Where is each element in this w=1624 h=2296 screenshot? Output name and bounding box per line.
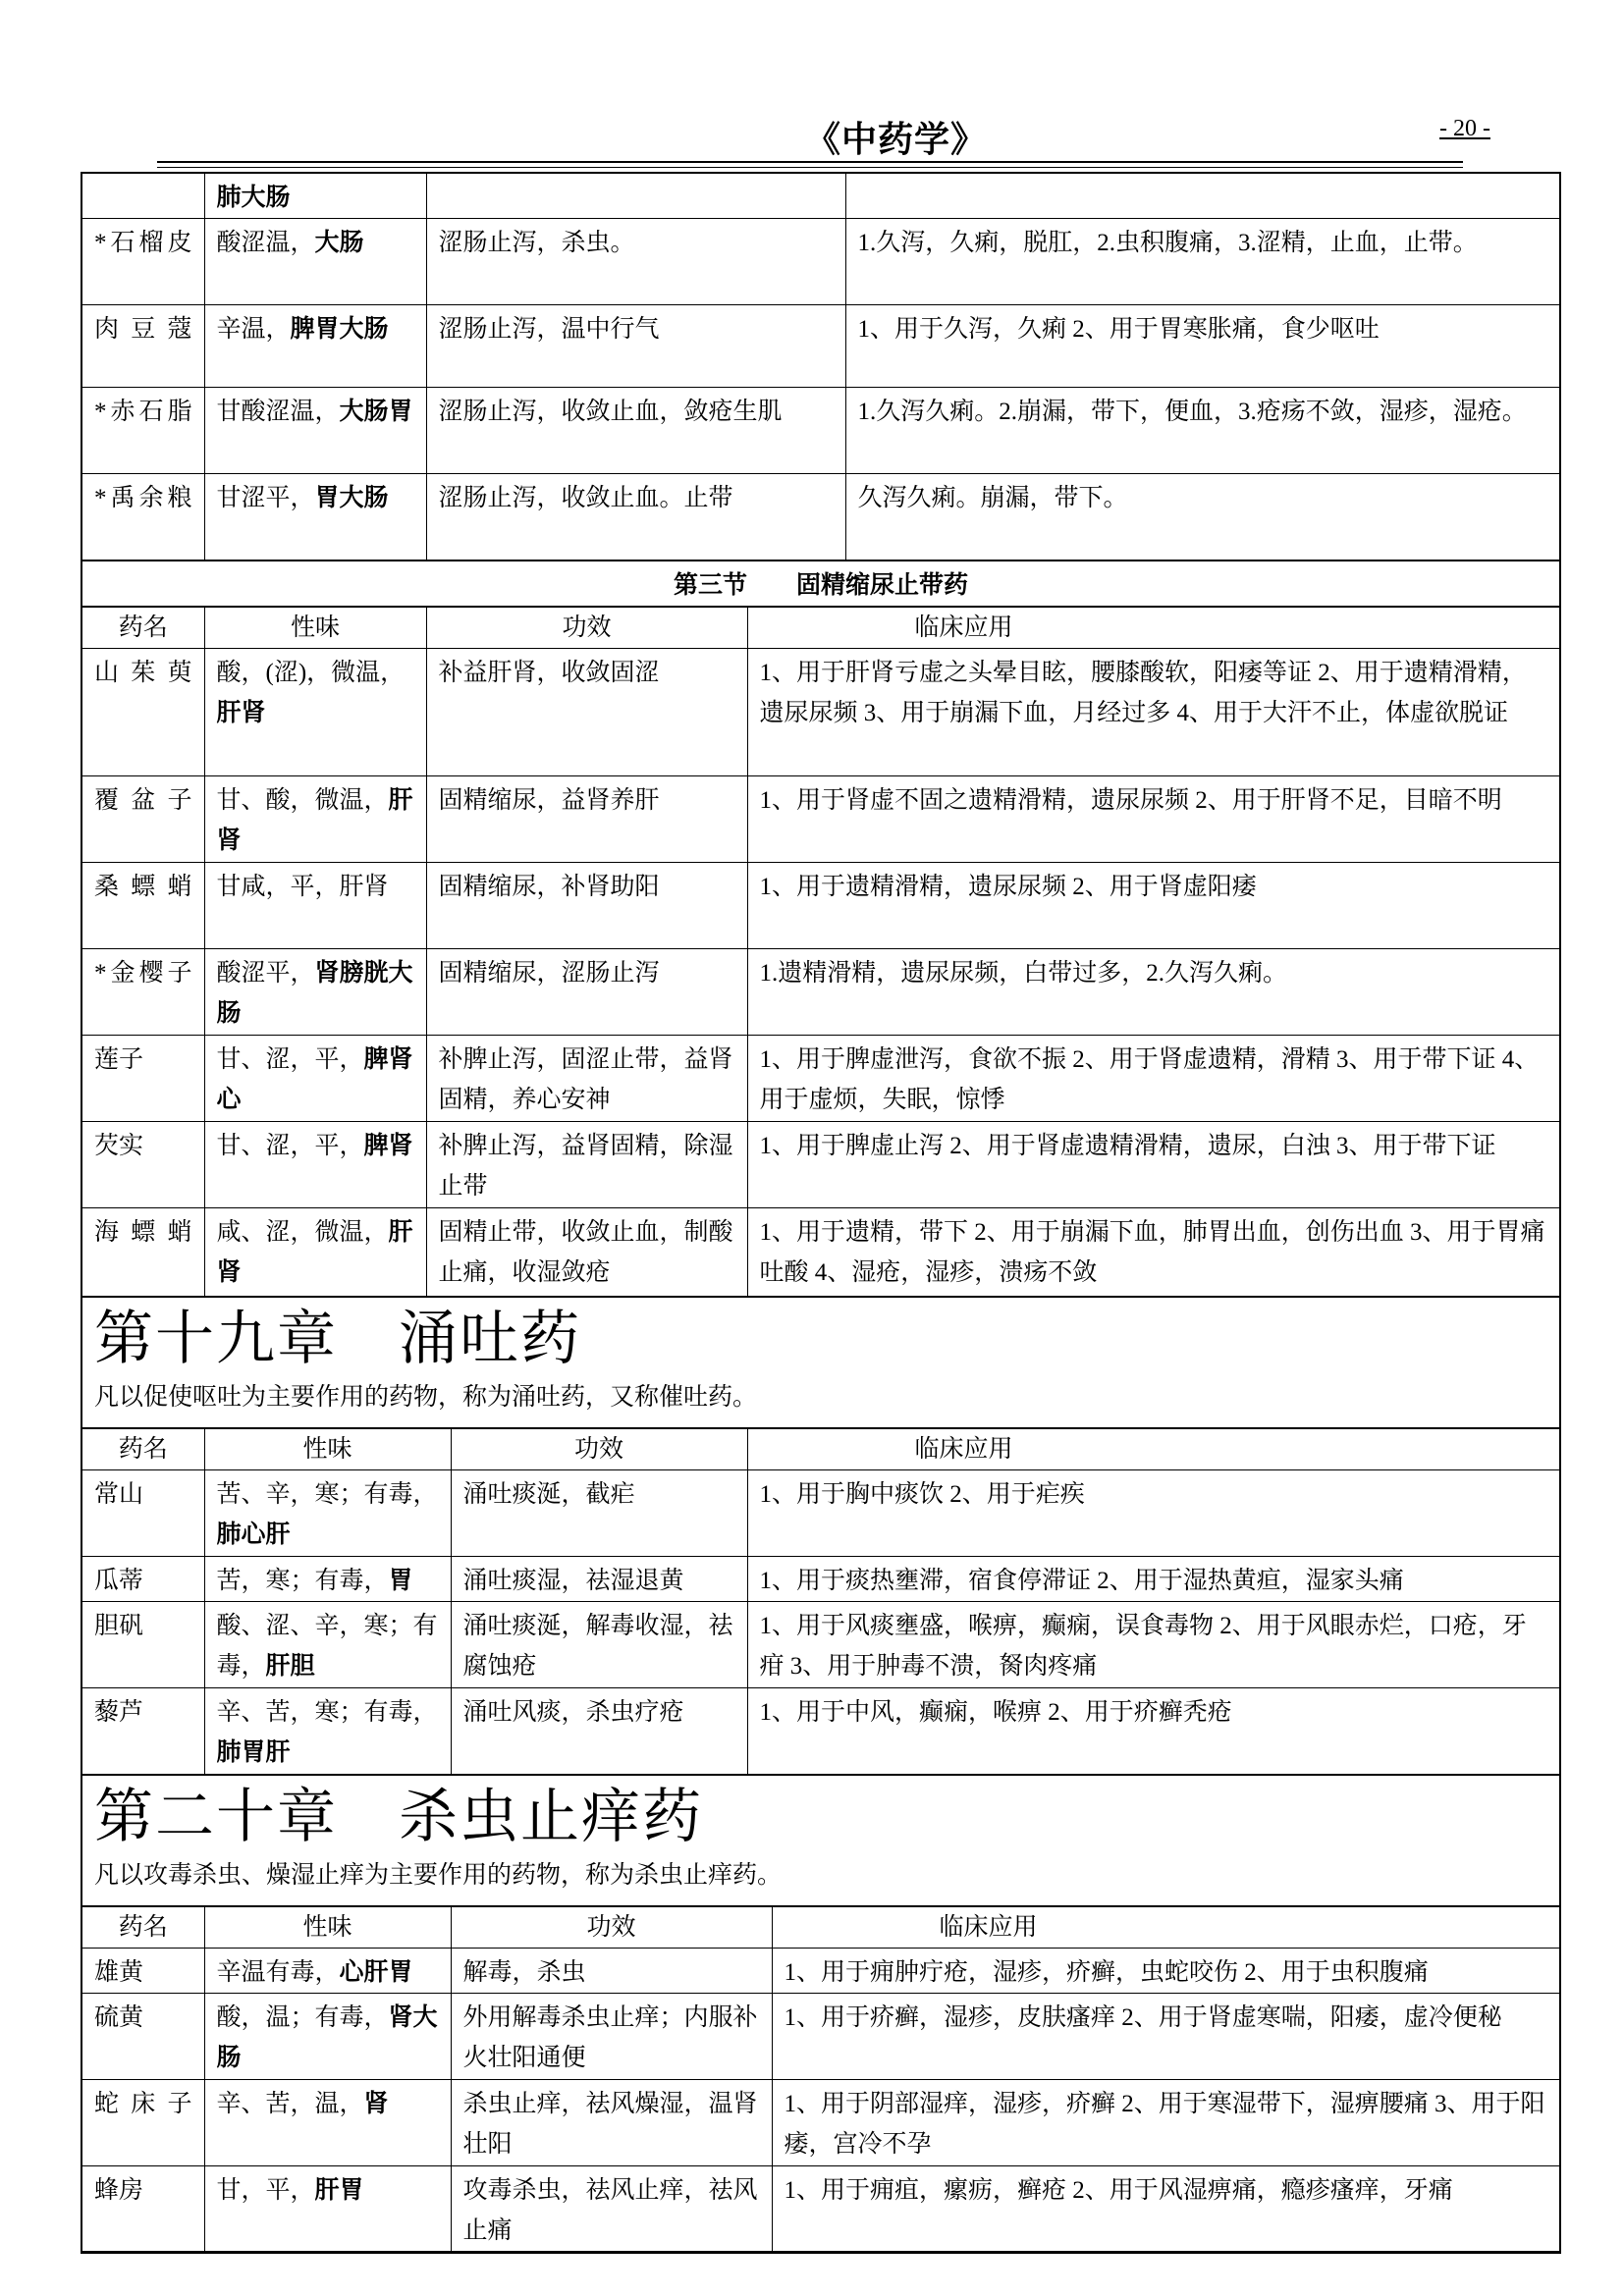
page-number: - 20 -: [1439, 116, 1490, 141]
herb-row: [82, 2080, 1559, 2166]
herb-use: 1、用于痰热壅滞，宿食停滞证 2、用于湿热黄疸，湿家头痛: [747, 1557, 1559, 1602]
chapter-intro: 凡以攻毒杀虫、燥湿止痒为主要作用的药物，称为杀虫止痒药。: [94, 1862, 783, 1889]
channel-text: 心肝胃: [339, 1959, 413, 1986]
taste-text: 甘、涩，平，: [216, 1133, 364, 1159]
herb-use: 1、用于脾虚泄泻，食欲不振 2、用于肾虚遗精，滑精 3、用于带下证 4、用于虚烦，失眠，惊悸: [747, 1036, 1559, 1122]
herb-use: 1.久泻，久痢，脱肛，2.虫积腹痛，3.涩精，止血，止带。: [845, 219, 1559, 305]
header-effect: 功效: [451, 1429, 747, 1470]
herb-use: 1.遗精滑精，遗尿尿频，白带过多，2.久泻久痢。: [747, 949, 1559, 1036]
herb-row: [82, 1036, 1559, 1122]
channel-text: 肝胆: [265, 1653, 315, 1680]
herb-name: 雄黄: [82, 1949, 204, 1994]
header-taste: 性味: [204, 1907, 451, 1949]
herb-use: 1、用于阴部湿痒，湿疹，疥癣 2、用于寒湿带下，湿痹腰痛 3、用于阳痿，宫冷不孕: [772, 2080, 1559, 2166]
chapter-heading-row: [82, 1776, 1559, 1906]
herb-use: 1、用于遗精，带下 2、用于崩漏下血，肺胃出血，创伤出血 3、用于胃痛吐酸 4、湿疮，湿疹，溃疡不敛: [747, 1208, 1559, 1297]
herb-row: [82, 1949, 1559, 1994]
herb-row: [82, 474, 1559, 561]
chapter-title: 第十九章 涌吐药: [94, 1305, 581, 1373]
herb-effect: 杀虫止痒，祛风燥湿，温肾壮阳: [451, 2080, 772, 2166]
herb-name: 海螵蛸: [82, 1208, 204, 1297]
herb-name: *石榴皮: [82, 219, 204, 305]
herb-use: 久泻久痢。崩漏，带下。: [845, 474, 1559, 561]
channel-text: 脾肾心: [216, 1046, 413, 1113]
channel-text: 脾胃大肠: [290, 316, 389, 343]
chapter-title: 第二十章 杀虫止痒药: [94, 1783, 703, 1851]
herb-row: [82, 949, 1559, 1036]
herb-row: [82, 649, 1559, 776]
header-taste: 性味: [204, 1429, 451, 1470]
channel-text: 肾: [363, 2091, 389, 2117]
header-name: 药名: [82, 1429, 204, 1470]
herb-use: [845, 174, 1559, 219]
column-header-row: [82, 608, 1559, 649]
section-title: 第三节 固精缩尿止带药: [673, 572, 968, 599]
herb-taste: [204, 776, 426, 863]
herb-taste: [204, 1036, 426, 1122]
column-header-row: [82, 1907, 1559, 1949]
herb-taste: [204, 949, 426, 1036]
herb-name: 桑螵蛸: [82, 863, 204, 949]
herb-effect: 补脾止泻，固涩止带，益肾固精，养心安神: [426, 1036, 747, 1122]
herb-effect: [426, 174, 845, 219]
channel-text: 肺心肝: [216, 1522, 291, 1548]
herb-use: 1、用于风痰壅盛，喉痹，癫痫，误食毒物 2、用于风眼赤烂，口疮，牙疳 3、用于肿毒不溃，胬肉疼痛: [747, 1602, 1559, 1688]
herb-use: 1.久泻久痢。2.崩漏，带下，便血，3.疮疡不敛，湿疹，湿疮。: [845, 388, 1559, 474]
herb-name: 肉豆蔻: [82, 305, 204, 388]
herb-effect: 涌吐风痰，杀虫疗疮: [451, 1688, 747, 1775]
herb-use: 1、用于胸中痰饮 2、用于疟疾: [747, 1470, 1559, 1557]
taste-text: 甘涩平，: [216, 485, 315, 511]
herb-taste: [204, 863, 426, 949]
table-block: [82, 1906, 1559, 2252]
header-name: 药名: [82, 608, 204, 649]
chapter-heading-cell: [82, 1776, 1559, 1906]
herb-use: 1、用于中风，癫痫，喉痹 2、用于疥癣秃疮: [747, 1688, 1559, 1775]
taste-text: 甘、涩，平，: [216, 1046, 364, 1073]
taste-text: 酸涩温，: [216, 230, 315, 256]
chapter-heading-cell: [82, 1298, 1559, 1428]
herb-taste: [204, 1557, 451, 1602]
channel-text: 肝肾: [216, 1219, 413, 1286]
taste-text: 苦，寒；有毒，: [216, 1568, 389, 1594]
herb-name: 芡实: [82, 1122, 204, 1208]
channel-text: 肝肾: [216, 700, 266, 726]
herb-use: 1、用于肾虚不固之遗精滑精，遗尿尿频 2、用于肝肾不足，目暗不明: [747, 776, 1559, 863]
herb-taste: [204, 2080, 451, 2166]
header-taste: 性味: [204, 608, 426, 649]
herb-name: 山茱萸: [82, 649, 204, 776]
herb-taste: [204, 1688, 451, 1775]
herb-row: [82, 776, 1559, 863]
herb-taste: [204, 174, 426, 219]
herb-taste: [204, 219, 426, 305]
herb-effect: 补益肝肾，收敛固涩: [426, 649, 747, 776]
chapter-heading: [82, 1775, 1559, 1906]
header-effect: 功效: [451, 1907, 772, 1949]
herb-effect: 涌吐痰涎，解毒收湿，祛腐蚀疮: [451, 1602, 747, 1688]
header-use: 临床应用: [772, 1907, 1559, 1949]
taste-text: 辛、苦，寒；有毒，: [216, 1699, 438, 1726]
taste-text: 甘，平，: [216, 2177, 315, 2204]
herb-name: 常山: [82, 1470, 204, 1557]
channel-text: 肝肾: [216, 787, 413, 854]
herb-row: [82, 863, 1559, 949]
taste-text: 苦、辛，寒；有毒，: [216, 1481, 438, 1508]
herb-effect: 涩肠止泻，温中行气: [426, 305, 845, 388]
herb-row: [82, 305, 1559, 388]
herb-effect: 解毒，杀虫: [451, 1949, 772, 1994]
herb-taste: [204, 1470, 451, 1557]
taste-text: 酸，温；有毒，: [216, 2004, 389, 2031]
herb-effect: 涩肠止泻，杀虫。: [426, 219, 845, 305]
channel-text: 胃大肠: [314, 485, 389, 511]
herb-row: [82, 1208, 1559, 1297]
channel-text: 肾大肠: [216, 2004, 438, 2071]
herb-row: [82, 388, 1559, 474]
table-block: [82, 607, 1559, 1297]
herb-use: 1、用于脾虚止泻 2、用于肾虚遗精滑精，遗尿，白浊 3、用于带下证: [747, 1122, 1559, 1208]
table-block: [82, 174, 1559, 561]
taste-text: 甘、酸，微温，: [216, 787, 389, 814]
herb-name: [82, 174, 204, 219]
channel-text: 肾膀胱大肠: [216, 960, 413, 1027]
taste-text: 酸涩平，: [216, 960, 315, 987]
taste-text: 咸、涩，微温，: [216, 1219, 389, 1246]
herb-effect: 外用解毒杀虫止痒；内服补火壮阳通便: [451, 1994, 772, 2080]
herb-taste: [204, 388, 426, 474]
channel-text: 胃: [388, 1568, 413, 1594]
herb-effect: 固精缩尿，涩肠止泻: [426, 949, 747, 1036]
chapter-intro: 凡以促使呕吐为主要作用的药物，称为涌吐药，又称催吐药。: [94, 1384, 758, 1411]
herb-taste: [204, 2166, 451, 2252]
taste-text: 辛温，: [216, 316, 291, 343]
taste-text: 辛温有毒，: [216, 1959, 340, 1986]
herb-taste: [204, 1994, 451, 2080]
herb-row: [82, 1688, 1559, 1775]
herb-name: 覆盆子: [82, 776, 204, 863]
table-block: [82, 1428, 1559, 1775]
herb-name: 硫黄: [82, 1994, 204, 2080]
herb-use: 1、用于痈肿疔疮，湿疹，疥癣，虫蛇咬伤 2、用于虫积腹痛: [772, 1949, 1559, 1994]
herb-row: [82, 219, 1559, 305]
herb-name: 莲子: [82, 1036, 204, 1122]
herb-effect: 攻毒杀虫，祛风止痒，祛风止痛: [451, 2166, 772, 2252]
channel-text: 脾肾: [363, 1133, 413, 1159]
herb-row: [82, 1994, 1559, 2080]
header-name: 药名: [82, 1907, 204, 1949]
header-use: 临床应用: [747, 1429, 1559, 1470]
herb-table: [81, 172, 1561, 2254]
herb-name: *赤石脂: [82, 388, 204, 474]
herb-row: [82, 174, 1559, 219]
herb-taste: [204, 1602, 451, 1688]
herb-use: 1、用于久泻，久痢 2、用于胃寒胀痛，食少呕吐: [845, 305, 1559, 388]
herb-row: [82, 1122, 1559, 1208]
herb-taste: [204, 1949, 451, 1994]
herb-name: 藜芦: [82, 1688, 204, 1775]
herb-row: [82, 1470, 1559, 1557]
taste-text: 酸，(涩)，微温，: [216, 660, 406, 686]
channel-text: 肝胃: [314, 2177, 364, 2204]
herb-name: *金樱子: [82, 949, 204, 1036]
herb-effect: 固精止带，收敛止血，制酸止痛，收湿敛疮: [426, 1208, 747, 1297]
herb-name: 胆矾: [82, 1602, 204, 1688]
herb-effect: 涩肠止泻，收敛止血。止带: [426, 474, 845, 561]
herb-use: 1、用于疥癣，湿疹，皮肤瘙痒 2、用于肾虚寒喘，阳痿，虚冷便秘: [772, 1994, 1559, 2080]
herb-effect: 固精缩尿，补肾助阳: [426, 863, 747, 949]
channel-text: 大肠: [314, 230, 364, 256]
herb-taste: [204, 1122, 426, 1208]
document-title: 《中药学》: [805, 120, 988, 159]
header-use: 临床应用: [747, 608, 1559, 649]
herb-effect: 涩肠止泻，收敛止血，敛疮生肌: [426, 388, 845, 474]
taste-text: 酸、涩、辛，寒；有毒，: [216, 1613, 438, 1680]
herb-use: 1、用于痈疽，瘰疬，癣疮 2、用于风湿痹痛，瘾疹瘙痒，牙痛: [772, 2166, 1559, 2252]
herb-taste: [204, 474, 426, 561]
taste-text: 辛、苦，温，: [216, 2091, 364, 2117]
herb-taste: [204, 305, 426, 388]
channel-text: 肺胃肝: [216, 1739, 291, 1766]
herb-effect: 涌吐痰湿，祛湿退黄: [451, 1557, 747, 1602]
herb-name: 瓜蒂: [82, 1557, 204, 1602]
herb-taste: [204, 649, 426, 776]
channel-text: 大肠胃: [339, 399, 413, 425]
herb-taste: [204, 1208, 426, 1297]
section-heading-row: [82, 561, 1559, 607]
herb-name: *禹余粮: [82, 474, 204, 561]
chapter-heading: [82, 1297, 1559, 1428]
herb-effect: 补脾止泻，益肾固精，除湿止带: [426, 1122, 747, 1208]
herb-row: [82, 1602, 1559, 1688]
herb-effect: 涌吐痰涎，截疟: [451, 1470, 747, 1557]
section-heading-cell: [82, 561, 1559, 607]
taste-text: 甘咸，平，肝肾: [216, 874, 389, 900]
herb-row: [82, 2166, 1559, 2252]
header-rule-bottom: [157, 167, 1463, 168]
taste-text: 甘酸涩温，: [216, 399, 340, 425]
column-header-row: [82, 1429, 1559, 1470]
herb-use: 1、用于遗精滑精，遗尿尿频 2、用于肾虚阳痿: [747, 863, 1559, 949]
header-rule-top: [157, 161, 1463, 163]
herb-effect: 固精缩尿，益肾养肝: [426, 776, 747, 863]
header-effect: 功效: [426, 608, 747, 649]
section-heading: [82, 561, 1559, 607]
chapter-heading-row: [82, 1298, 1559, 1428]
herb-name: 蛇床子: [82, 2080, 204, 2166]
herb-name: 蜂房: [82, 2166, 204, 2252]
channel-text: 肺大肠: [216, 185, 291, 211]
herb-use: 1、用于肝肾亏虚之头晕目眩，腰膝酸软，阳痿等证 2、用于遗精滑精，遗尿尿频 3、用于崩漏下血，月经过多 4、用于大汗不止，体虚欲脱证: [747, 649, 1559, 776]
herb-row: [82, 1557, 1559, 1602]
